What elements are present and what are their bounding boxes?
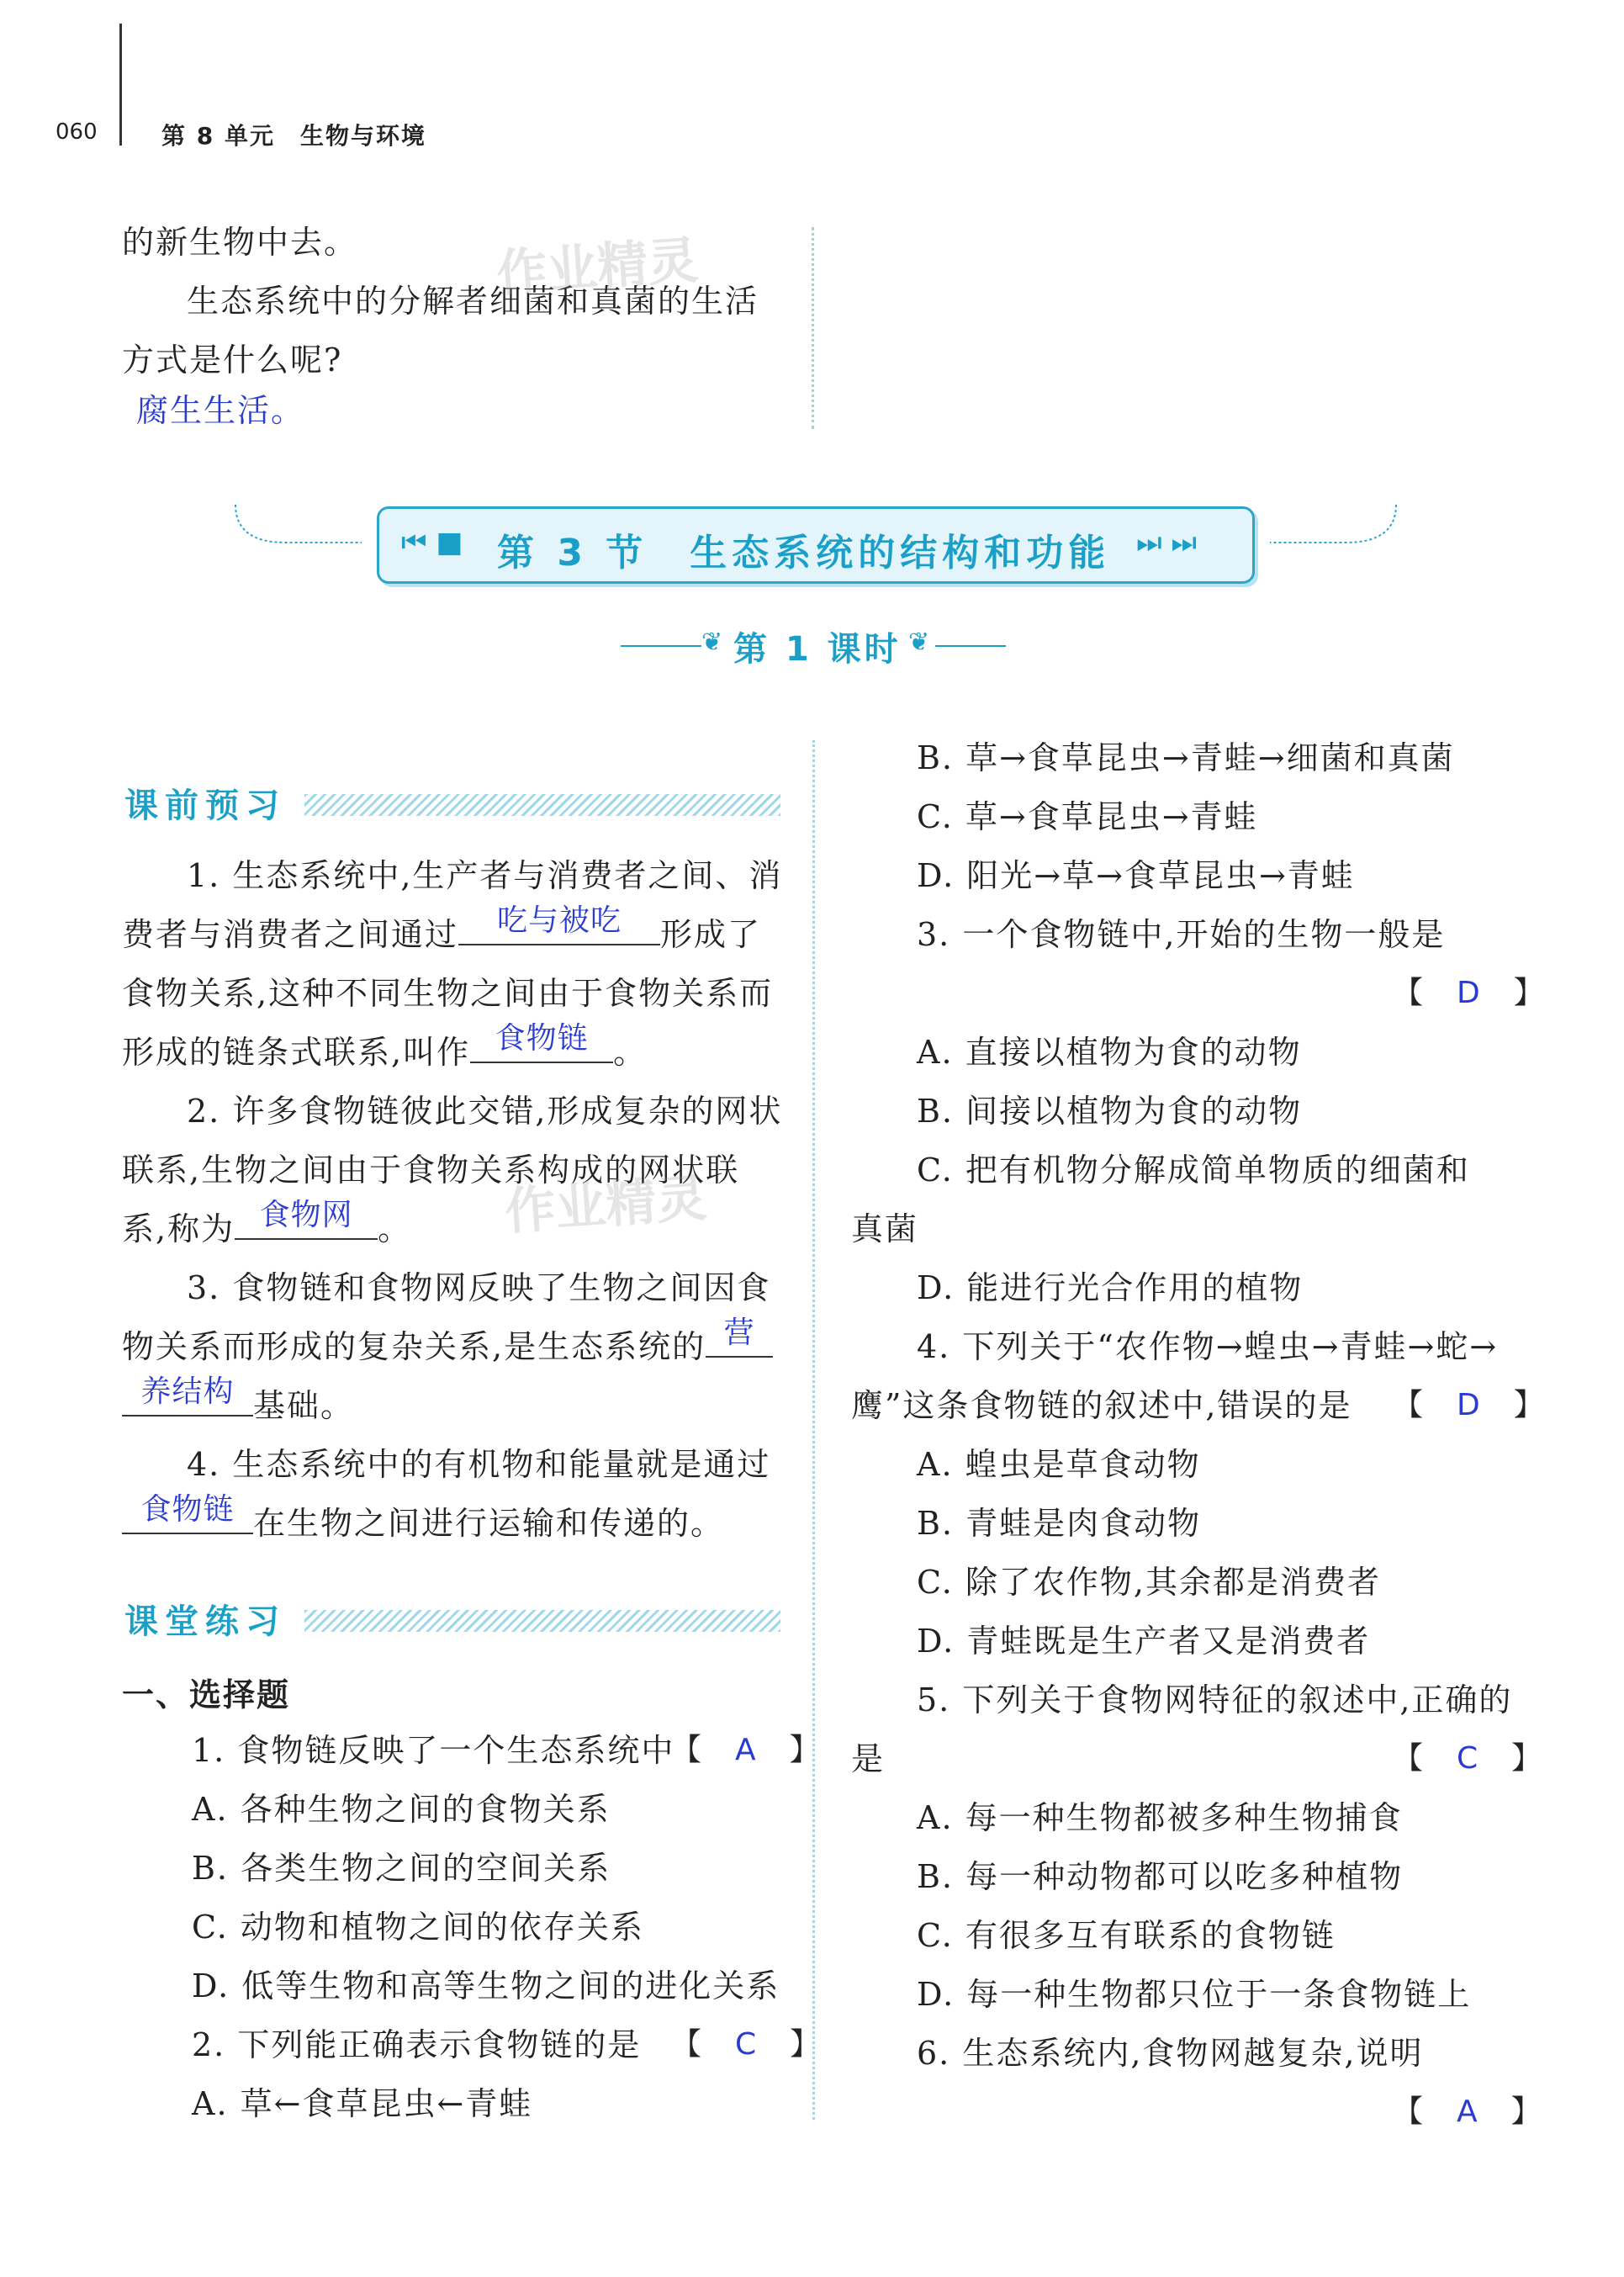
text: 。 <box>613 1034 648 1071</box>
practice-q1-option-d: D. 低等生物和高等生物之间的进化关系 <box>192 1967 780 2004</box>
practice-heading: 课堂练习 <box>124 1602 286 1641</box>
practice-q5-option-a: A. 每一种生物都被多种生物捕食 <box>917 1799 1403 1836</box>
text: 系,称为 <box>122 1210 235 1247</box>
preview-q3-line3 <box>122 1376 354 1435</box>
top-answer: 腐生生活。 <box>136 392 305 429</box>
practice-q3-answer: 【 D 】 <box>1393 976 1546 1010</box>
blank-answer: 吃与被吃 <box>497 903 622 938</box>
practice-q4-stem2: 鹰”这条食物链的叙述中,错误的是 <box>851 1387 1352 1424</box>
page-number: 060 <box>56 119 98 145</box>
lesson-ornament-left: ❦ <box>701 627 723 657</box>
blank-answer: 营 <box>723 1316 755 1350</box>
practice-q5-stem1: 5. 下列关于食物网特征的叙述中,正确的 <box>917 1681 1513 1718</box>
text: 基础。 <box>253 1387 355 1424</box>
practice-q3-stem: 3. 一个食物链中,开始的生物一般是 <box>917 916 1446 953</box>
lesson-rule-right <box>935 645 1006 647</box>
practice-q2-option-a: A. 草←食草昆虫←青蛙 <box>192 2085 533 2122</box>
practice-q1-answer: 【 A 】 <box>671 1733 822 1767</box>
practice-q1-stem: 1. 食物链反映了一个生态系统中 <box>192 1732 675 1769</box>
practice-q4-answer: 【 D 】 <box>1393 1388 1546 1422</box>
banner-left-icons: ⏮ ■ <box>401 526 463 559</box>
practice-subheading: 一、选择题 <box>122 1676 291 1713</box>
text: 费者与消费者之间通过 <box>122 916 459 953</box>
text: 在生物之间进行运输和传递的。 <box>253 1505 725 1542</box>
practice-q3-option-d: D. 能进行光合作用的植物 <box>917 1269 1304 1306</box>
practice-q2-option-b: B. 草→食草昆虫→青蛙→细菌和真菌 <box>917 739 1455 776</box>
choice-answer: D <box>1457 1388 1482 1422</box>
practice-q3-option-a: A. 直接以植物为食的动物 <box>917 1034 1302 1071</box>
practice-heading-hatch <box>304 1610 780 1632</box>
practice-q4-stem1: 4. 下列关于“农作物→蝗虫→青蛙→蛇→ <box>917 1328 1499 1365</box>
preview-heading: 课前预习 <box>124 786 286 825</box>
lesson-ornament-right: ❦ <box>908 627 930 657</box>
practice-q4-option-b: B. 青蛙是肉食动物 <box>917 1505 1202 1542</box>
answer-blank <box>458 903 660 945</box>
practice-q4-option-c: C. 除了农作物,其余都是消费者 <box>917 1564 1381 1601</box>
answer-blank <box>122 1374 253 1417</box>
blank-answer: 养结构 <box>140 1374 235 1409</box>
text: 。 <box>378 1210 412 1247</box>
practice-q1-option-a: A. 各种生物之间的食物关系 <box>192 1791 611 1828</box>
practice-q5-option-c: C. 有很多互有联系的食物链 <box>917 1917 1336 1954</box>
choice-answer: C <box>1457 1741 1480 1776</box>
practice-q4-option-d: D. 青蛙既是生产者又是消费者 <box>917 1623 1371 1660</box>
section-title: 第 3 节 生态系统的结构和功能 <box>497 532 1111 575</box>
answer-blank <box>122 1492 253 1534</box>
practice-q2-answer: 【 C 】 <box>671 2027 823 2062</box>
blank-answer: 食物链 <box>140 1492 235 1527</box>
practice-q5-answer: 【 C 】 <box>1393 1741 1544 1776</box>
header-divider-line <box>119 24 122 146</box>
practice-q3-option-c: C. 把有机物分解成简单物质的细菌和 <box>917 1152 1470 1189</box>
practice-q5-option-b: B. 每一种动物都可以吃多种植物 <box>917 1858 1404 1895</box>
answer-blank <box>470 1021 613 1063</box>
preview-q2-line2: 联系,生物之间由于食物关系构成的网状联 <box>122 1152 740 1189</box>
practice-q3-option-b: B. 间接以植物为食的动物 <box>917 1093 1303 1130</box>
practice-q1-option-b: B. 各类生物之间的空间关系 <box>192 1850 611 1887</box>
watermark: 作业精灵 <box>503 1168 709 1242</box>
text: 形成了 <box>660 916 762 953</box>
lesson-rule-left <box>621 645 701 647</box>
column-divider <box>812 740 815 2120</box>
top-text-line2: 生态系统中的分解者细菌和真菌的生活 <box>187 283 759 320</box>
practice-q6-stem: 6. 生态系统内,食物网越复杂,说明 <box>917 2035 1424 2072</box>
section-banner <box>377 506 1255 584</box>
watermark: 作业精灵 <box>495 230 701 304</box>
preview-q4-line2 <box>122 1494 724 1553</box>
choice-answer: A <box>1457 2094 1479 2129</box>
practice-q6-answer: 【 A 】 <box>1393 2094 1543 2129</box>
practice-q5-stem2: 是 <box>851 1740 886 1777</box>
text: 形成的链条式联系,叫作 <box>122 1034 471 1071</box>
practice-q1-option-c: C. 动物和植物之间的依存关系 <box>192 1909 644 1946</box>
choice-answer: D <box>1457 976 1482 1010</box>
preview-q1-line1: 1. 生态系统中,生产者与消费者之间、消 <box>187 857 783 894</box>
top-text-line3: 方式是什么呢? <box>122 342 343 379</box>
blank-answer: 食物网 <box>259 1198 353 1232</box>
practice-q2-option-d: D. 阳光→草→食草昆虫→青蛙 <box>917 857 1355 894</box>
preview-q4-line1: 4. 生态系统中的有机物和能量就是通过 <box>187 1446 771 1483</box>
practice-q5-option-d: D. 每一种生物都只位于一条食物链上 <box>917 1976 1472 2013</box>
top-divider <box>812 227 814 429</box>
choice-answer: C <box>735 2027 759 2062</box>
unit-title: 第 8 单元 生物与环境 <box>161 122 426 150</box>
practice-q2-option-c: C. 草→食草昆虫→青蛙 <box>917 798 1258 835</box>
practice-q3-option-c-cont: 真菌 <box>851 1210 919 1247</box>
preview-q2-line1: 2. 许多食物链彼此交错,形成复杂的网状 <box>187 1093 783 1130</box>
blank-answer: 食物链 <box>495 1021 589 1056</box>
preview-heading-hatch <box>304 794 780 816</box>
lesson-label: 第 1 课时 <box>733 630 902 669</box>
answer-blank <box>235 1198 378 1240</box>
choice-answer: A <box>735 1733 758 1767</box>
answer-blank <box>706 1316 773 1358</box>
preview-q3-line1: 3. 食物链和食物网反映了生物之间因食 <box>187 1269 771 1306</box>
practice-q2-stem: 2. 下列能正确表示食物链的是 <box>192 2026 642 2063</box>
banner-right-icons: ⏭ ⏭ <box>1136 526 1198 559</box>
top-text-line1: 的新生物中去。 <box>122 224 358 261</box>
preview-q1-line3: 食物关系,这种不同生物之间由于食物关系而 <box>122 975 774 1012</box>
preview-q1-line2 <box>122 905 761 964</box>
preview-q2-line3 <box>122 1199 411 1258</box>
practice-q4-option-a: A. 蝗虫是草食动物 <box>917 1446 1201 1483</box>
text: 物关系而形成的复杂关系,是生态系统的 <box>122 1328 706 1365</box>
preview-q1-line4 <box>122 1023 647 1082</box>
